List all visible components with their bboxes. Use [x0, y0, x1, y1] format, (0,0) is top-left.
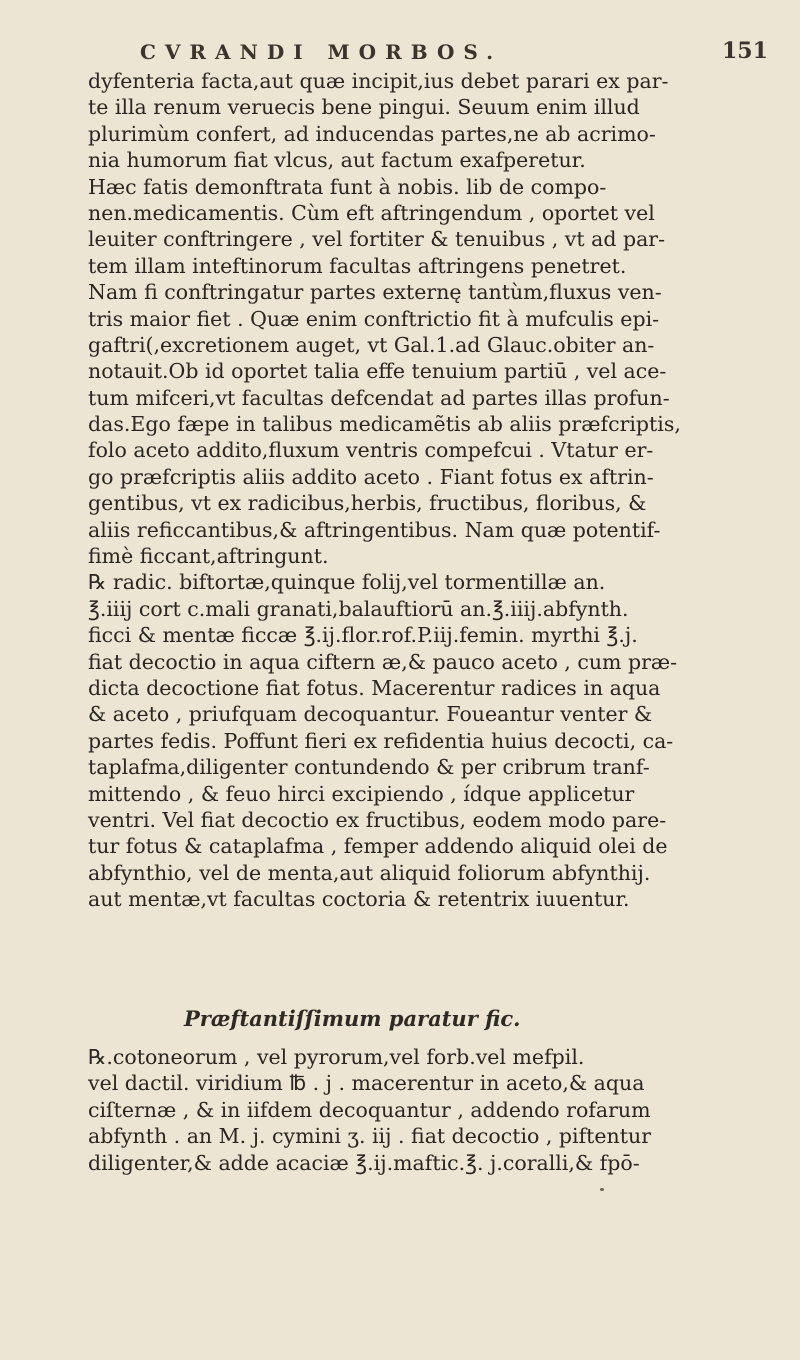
text-line: ficci & mentæ ficcæ ℥.ij.flor.rof.P.iij.femin. myrthi ℥.j. [88, 623, 638, 648]
text-line: tris maior fiet . Quæ enim conftrictio fit à mufculis epi- [88, 306, 660, 331]
text-line: tum mifceri,vt facultas defcendat ad partes illas profun- [88, 385, 670, 410]
text-line: tem illam inteftinorum facultas aftringens penetret. [88, 253, 627, 278]
text-line: notauit.Ob id oportet talia effe tenuium partiū , vel ace- [88, 359, 667, 384]
text-line: dicta decoctione fiat fotus. Macerentur radices in aqua [88, 675, 661, 700]
text-line: folo aceto addito,fluxum ventris compefcui . Vtatur er- [88, 438, 654, 463]
text-line: leuiter conftringere , vel fortiter & tenuibus , vt ad par- [88, 227, 666, 252]
text-line: taplafma,diligenter contundendo & per cribrum tranf- [88, 755, 650, 780]
text-line: ℞ radic. biftortæ,quinque folij,vel tormentillæ an. [88, 570, 606, 595]
text-line: aliis reficcantibus,& aftringentibus. Nam quæ potentif- [88, 517, 661, 542]
text-line: fiat decoctio in aqua ciftern æ,& pauco aceto , cum præ- [88, 649, 678, 674]
text-line: Hæc fatis demonftrata funt à nobis. lib de compo- [88, 174, 607, 199]
body-text [88, 68, 738, 913]
text-line: gentibus, vt ex radicibus,herbis, fructibus, floribus, & [88, 491, 647, 516]
text-line: nen.medicamentis. Cùm eft aftringendum , oportet vel [88, 200, 655, 225]
text-line: partes fedis. Poffunt fieri ex refidentia huius decocti, ca- [88, 728, 674, 753]
text-line: nia humorum fiat vlcus, aut factum exafperetur. [88, 148, 586, 173]
running-title: CVRANDI MORBOS. [140, 40, 503, 64]
text-line: aut mentæ,vt facultas coctoria & retentrix iuuentur. [88, 887, 630, 912]
text-line: gaftri(,excretionem auget, vt Gal.1.ad Glauc.obiter an- [88, 332, 655, 357]
text-line: tur fotus & cataplafma , femper addendo aliquid olei de [88, 834, 668, 859]
text-line: te illa renum veruecis bene pingui. Seuum enim illud [88, 95, 640, 120]
text-line: ℥.iiij cort c.mali granati,balauftiorū an.℥.iiij.abfynth. [88, 596, 629, 621]
text-line: abfynth . an M. j. cymini ʒ. iij . fiat decoctio , piftentur [88, 1124, 651, 1149]
section-heading: Præftantiſſimum paratur fic. [184, 1006, 521, 1031]
text-line: mittendo , & feuo hirci excipiendo , ídque applicetur [88, 781, 635, 806]
recipe-text [88, 1044, 738, 1176]
text-line: ventri. Vel fiat decoctio ex fructibus, eodem modo pare- [88, 807, 667, 832]
page-number: 151 [722, 38, 768, 64]
text-line: dyfenteria facta,aut quæ incipit,ius debet parari ex par- [88, 69, 669, 93]
text-line: & aceto , priufquam decoquantur. Foueantur venter & [88, 702, 653, 727]
text-line: Nam fi conftringatur partes externę tantùm,fluxus ven- [88, 280, 662, 305]
text-line: plurimùm confert, ad inducendas partes,ne ab acrimo- [88, 121, 656, 146]
ink-speck [600, 1188, 604, 1191]
text-line: fimè ficcant,aftringunt. [88, 544, 329, 569]
text-line: diligenter,& adde acaciæ ℥.ij.maftic.℥. j.coralli,& fpō- [88, 1150, 640, 1175]
text-line: vel dactil. viridium ℔ . j . macerentur in aceto,& aqua [88, 1071, 645, 1096]
text-line: abfynthio, vel de menta,aut aliquid foliorum abfynthij. [88, 860, 651, 885]
text-line: ℞.cotoneorum , vel pyrorum,vel forb.vel mefpil. [88, 1045, 585, 1069]
text-line: das.Ego fæpe in talibus medicamẽtis ab aliis præfcriptis, [88, 412, 681, 437]
text-line: go præfcriptis aliis addito aceto . Fiant fotus ex aftrin- [88, 464, 654, 489]
text-line: ciſternæ , & in iifdem decoquantur , addendo rofarum [88, 1097, 651, 1122]
